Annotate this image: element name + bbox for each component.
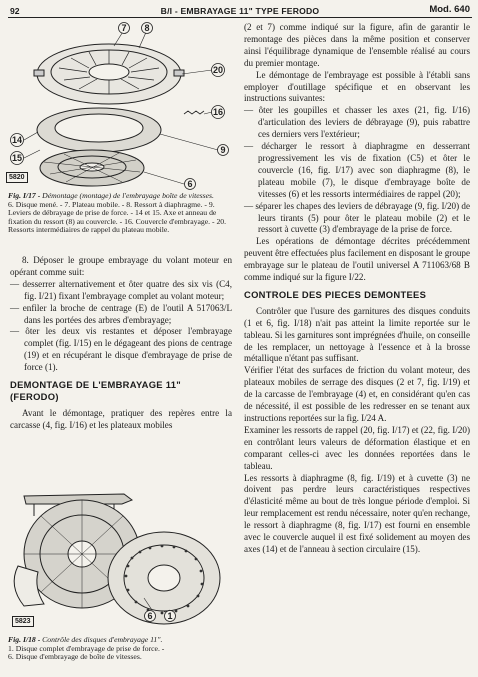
right-paragraph-1: (2 et 7) comme indiqué sur la figure, afin de garantir le remontage des pièces dans la même position et conserver ainsi l'équilibrage dynamique de l'ensemble réalisé au cours du premier montage.	[244, 22, 470, 68]
right-paragraph-5: Vérifier l'état des surfaces de friction du volant moteur, des plateaux mobiles de serrage des disques (2 et 7, fig. I/19) et de la carcasse de l'embrayage (4) et, en considérant qu'en cas de nécessité, il est possible de les redresser en se tenant aux instructions reportées sur la fig. I/24 A.	[244, 365, 470, 423]
callout-16: 16	[212, 107, 224, 117]
callout-9: 9	[220, 145, 226, 155]
callout-8: 8	[144, 23, 150, 33]
header-rule	[8, 17, 472, 18]
figure-code-5820: 5820	[6, 172, 28, 183]
section-heading-demontage: DEMONTAGE DE L'EMBRAYAGE 11" (FERODO)	[10, 379, 182, 402]
right-column	[244, 22, 470, 556]
right-paragraph-6: Examiner les ressorts de rappel (20, fig. I/17) et (22, fig. I/20) en contrôlant leurs valeurs de déformation élastique et en comparant celles-ci avec les données reportées dans le tableau.	[244, 424, 470, 471]
running-title: B/I - EMBRAYAGE 11" TYPE FERODO	[160, 6, 320, 16]
right-paragraph-2: Le démontage de l'embrayage est possible à l'établi sans employer d'outillage spécifique et en observant les instructions suivantes:	[244, 69, 470, 104]
caption-legend-1: 1. Disque complet d'embrayage de prise de force. -	[8, 643, 165, 653]
left-bullet-2: — enfiler la broche de centrage (E) de l'outil A 517063/L dans les portées des arbres d'embrayage;	[10, 302, 232, 325]
caption-title: Contrôle des disques d'embrayage 11".	[42, 635, 163, 644]
right-paragraph-7: Les ressorts à diaphragme (8, fig. I/19) et à cuvette (3) ne doivent pas perdre leurs caractéristiques respectives d'élasticité même au bout de très longue période d'emploi. Si leur remplacement est rendu nécessaire, noter qu'en rechange, le ressort à diaphragme (8, fig. I/17) est fourni en ensemble avec le couvercle auquel il est fixé solidement au moyen des axes (14) et de l'anneau à section circulaire (15).	[244, 472, 470, 554]
right-bullet-2: — décharger le ressort à diaphragme en desserrant progressivement les vis de fixation (C5) et ôter le couvercle (16, fig. I/17) avec son diaphragme (8), le plateau mobile (7), le disque d'embrayage boîte de vitesses (6) et les ressorts intermédiaires de rappel (20);	[244, 141, 470, 199]
model-label: Mod. 640	[429, 4, 470, 15]
step-8: 8. Déposer le groupe embrayage du volant moteur en opérant comme suit:	[10, 255, 232, 277]
callout-14: 14	[11, 135, 23, 145]
caption-number: Fig. I/17 -	[8, 191, 43, 200]
callout-1: 1	[167, 611, 173, 621]
right-bullet-3: — séparer les chapes des leviers de débrayage (9, fig. I/20) de leurs tirants (5) pour ôter le plateau mobile (2) et le ressort à cuvette (3) d'embrayage de la prise de force.	[244, 200, 470, 235]
figure-code-5823: 5823	[12, 616, 34, 627]
caption-legend-2: 6. Disque d'embrayage de boîte de vitesses.	[8, 652, 142, 662]
section-heading-controle: CONTROLE DES PIECES DEMONTEES	[244, 288, 427, 300]
right-bullet-1: — ôter les goupilles et chasser les axes (21, fig. I/16) d'articulation des leviers de débrayage (9), puis rabattre ces derniers vers l'extérieur;	[244, 105, 470, 140]
right-paragraph-3: Les opérations de démontage décrites précédemment peuvent être effectuées plus facilement en disposant le groupe embrayage sur le plateau de l'outil universel A 711063/68 B comme indiqué sur la figure I/22.	[244, 236, 470, 283]
figure-17-caption	[8, 192, 232, 235]
left-paragraph-1: Avant le démontage, pratiquer des repères entre la carcasse (4, fig. I/16) et les plateaux mobiles	[10, 407, 232, 430]
figure-17-exploded-clutch	[4, 22, 234, 190]
right-paragraph-4: Contrôler que l'usure des garnitures des disques conduits (1 et 6, fig. I/18) n'ait pas atteint la limite reportée sur le tableau. Si les garnitures sont imprégnées d'huile, on conseille de les remplacer, un nettoyage à l'essence et à la brosse métallique n'étant pas suffisant.	[244, 305, 470, 364]
left-column	[10, 255, 232, 432]
figure-18-clutch-discs	[4, 476, 234, 634]
callout-6: 6	[147, 611, 153, 621]
page-header	[10, 4, 470, 17]
page-number: 92	[10, 6, 20, 16]
callout-15: 15	[11, 153, 23, 163]
clutch-exploded-drawing	[4, 22, 234, 190]
left-bullet-3: — ôter les deux vis restantes et déposer l'embrayage complet (fig. I/15) en le dégageant des pions de centrage (19) et en récupérant le disque d'embrayage de prise de force (1).	[10, 326, 232, 373]
caption-number: Fig. I/18 -	[8, 635, 43, 644]
clutch-discs-drawing	[4, 476, 234, 634]
caption-legend: 6. Disque mené. - 7. Plateau mobile. - 8. Ressort à diaphragme. - 9. Leviers de débrayage de prise de force. - 14 et 15. Axe et anneau de fixation du ressort (8) au couvercle. - 16. Couvercle d'embrayage. - 20. Ressorts intermédiaires de rappel du plateau mobile.	[8, 199, 227, 235]
callout-20: 20	[212, 65, 224, 75]
callout-6: 6	[187, 179, 193, 189]
caption-title: Démontage (montage) de l'embrayage boîte de vitesses.	[42, 191, 214, 200]
callout-7: 7	[121, 23, 127, 33]
left-bullet-1: — desserrer alternativement et ôter quatre des six vis (C4, fig. I/21) fixant l'embrayage complet au volant moteur;	[10, 278, 232, 301]
figure-18-caption	[8, 636, 234, 662]
